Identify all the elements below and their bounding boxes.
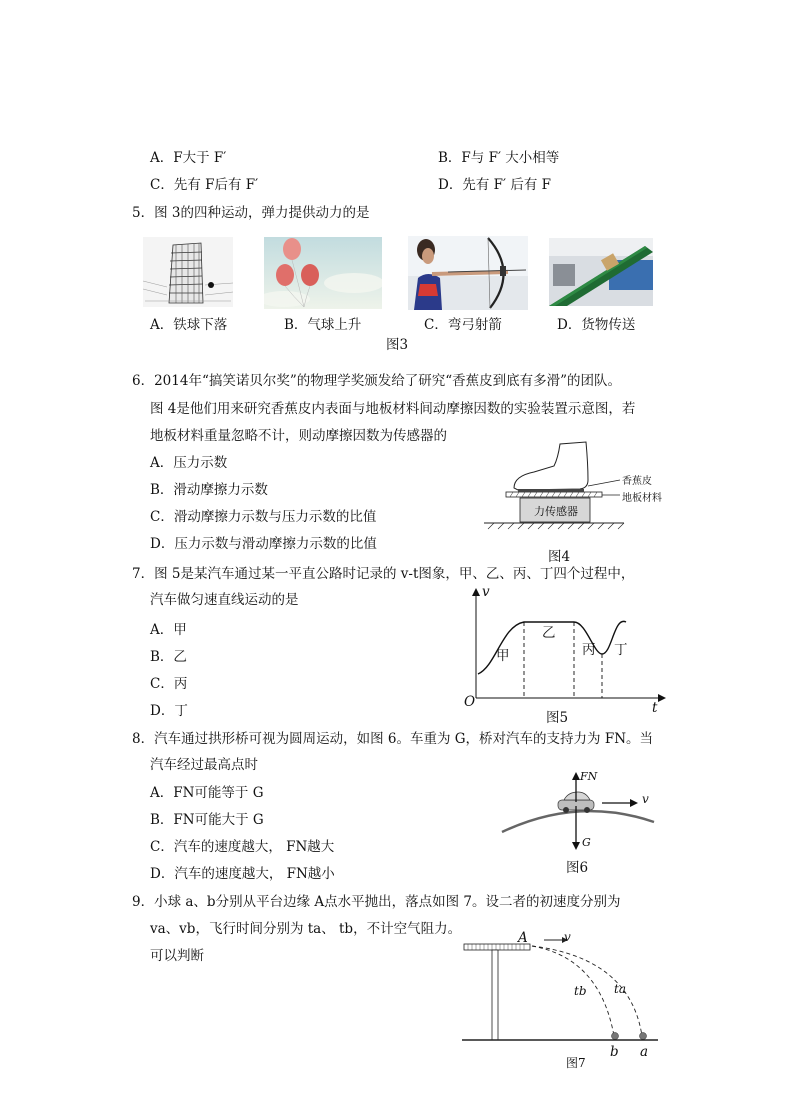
q7-stem-line-2: 汽车做匀速直线运动的是 — [150, 592, 299, 608]
velocity-label: v — [642, 792, 649, 806]
origin-label: O — [464, 694, 476, 710]
q7-option-c: C．丙 — [150, 676, 188, 692]
point-a-label: A — [518, 930, 528, 946]
figure-4 — [484, 440, 694, 564]
figure-7-caption: 图7 — [566, 1056, 586, 1070]
fn-force-label: FN — [580, 770, 598, 783]
q9-stem-line-3: 可以判断 — [150, 948, 204, 964]
initial-velocity-label: v — [564, 930, 571, 944]
q6-stem-line-2: 图 4是他们用来研究香蕉皮内表面与地板材料间动摩擦因数的实验装置示意图，若 — [150, 401, 636, 417]
q4-option-b: B．F与 F′ 大小相等 — [438, 150, 560, 166]
conveyor-image — [549, 238, 653, 306]
q4-option-a: A．F大于 F′ — [150, 150, 227, 166]
q8-stem-line-2: 汽车经过最高点时 — [150, 757, 258, 773]
g-force-label: G — [582, 836, 591, 849]
segment-jia-label: 甲 — [496, 648, 510, 664]
q7-option-a: A．甲 — [150, 622, 187, 638]
q5-option-c-label: C．弯弓射箭 — [424, 317, 502, 333]
figure-5 — [462, 586, 672, 724]
figure-6-caption: 图6 — [566, 860, 589, 876]
archer-image — [408, 236, 528, 310]
segment-ding-label: 丁 — [614, 642, 628, 658]
q4-option-d: D．先有 F′ 后有 F — [438, 177, 551, 193]
time-b-label: tb — [574, 984, 587, 998]
q5-option-a-label: A．铁球下落 — [150, 317, 228, 333]
ball-a-label: a — [640, 1044, 649, 1060]
q5-option-d-label: D．货物传送 — [557, 317, 636, 333]
q8-option-c: C．汽车的速度越大， FN越大 — [150, 839, 335, 855]
q6-option-c: C．滑动摩擦力示数与压力示数的比值 — [150, 509, 377, 525]
figure-5-caption: 图5 — [546, 710, 569, 726]
q8-option-b: B．FN可能大于 G — [150, 812, 264, 828]
q8-stem-line-1: 8．汽车通过拱形桥可视为圆周运动，如图 6。车重为 G，桥对汽车的支持力为 FN。当 — [132, 731, 654, 747]
q7-option-d: D．丁 — [150, 703, 188, 719]
q9-stem-line-1: 9．小球 a、b分别从平台边缘 A点水平抛出，落点如图 7。设二者的初速度分别为 — [132, 894, 621, 910]
q9-stem-line-2: va、vb，飞行时间分别为 ta、 tb，不计空气阻力。 — [150, 921, 462, 937]
q8-option-d: D．汽车的速度越大， FN越小 — [150, 866, 335, 882]
q6-stem-line-1: 6．2014年“搞笑诺贝尔奖”的物理学奖颁发给了研究“香蕉皮到底有多滑”的团队。 — [132, 373, 622, 389]
q6-option-d: D．压力示数与滑动摩擦力示数的比值 — [150, 536, 377, 552]
figure-6 — [498, 770, 658, 874]
q6-option-b: B．滑动摩擦力示数 — [150, 482, 268, 498]
figure-4-caption: 图4 — [548, 549, 571, 565]
time-a-label: ta — [614, 982, 626, 996]
force-sensor-label: 力传感器 — [534, 505, 578, 518]
q6-option-a: A．压力示数 — [150, 455, 228, 471]
segment-bing-label: 丙 — [582, 642, 596, 658]
q7-option-b: B．乙 — [150, 649, 187, 665]
segment-yi-label: 乙 — [542, 625, 556, 641]
tower-image — [143, 237, 233, 307]
t-axis-label: t — [652, 700, 658, 716]
q5-option-b-label: B．气球上升 — [284, 317, 362, 333]
figure-7 — [460, 928, 670, 1074]
figure-3-caption: 图3 — [386, 337, 409, 353]
banana-peel-label: 香蕉皮 — [622, 476, 652, 487]
balloon-image — [264, 237, 382, 309]
q4-option-c: C．先有 F后有 F′ — [150, 177, 259, 193]
q8-option-a: A．FN可能等于 G — [150, 785, 264, 801]
floor-material-label: 地板材料 — [622, 493, 662, 504]
q5-stem: 5．图 3的四种运动，弹力提供动力的是 — [132, 205, 370, 221]
q7-stem-line-1: 7．图 5是某汽车通过某一平直公路时记录的 v-t图象，甲、乙、丙、丁四个过程中， — [132, 566, 635, 582]
ball-b-label: b — [610, 1044, 619, 1060]
v-axis-label: v — [482, 584, 490, 600]
q6-stem-line-3: 地板材料重量忽略不计，则动摩擦因数为传感器的 — [150, 428, 447, 444]
